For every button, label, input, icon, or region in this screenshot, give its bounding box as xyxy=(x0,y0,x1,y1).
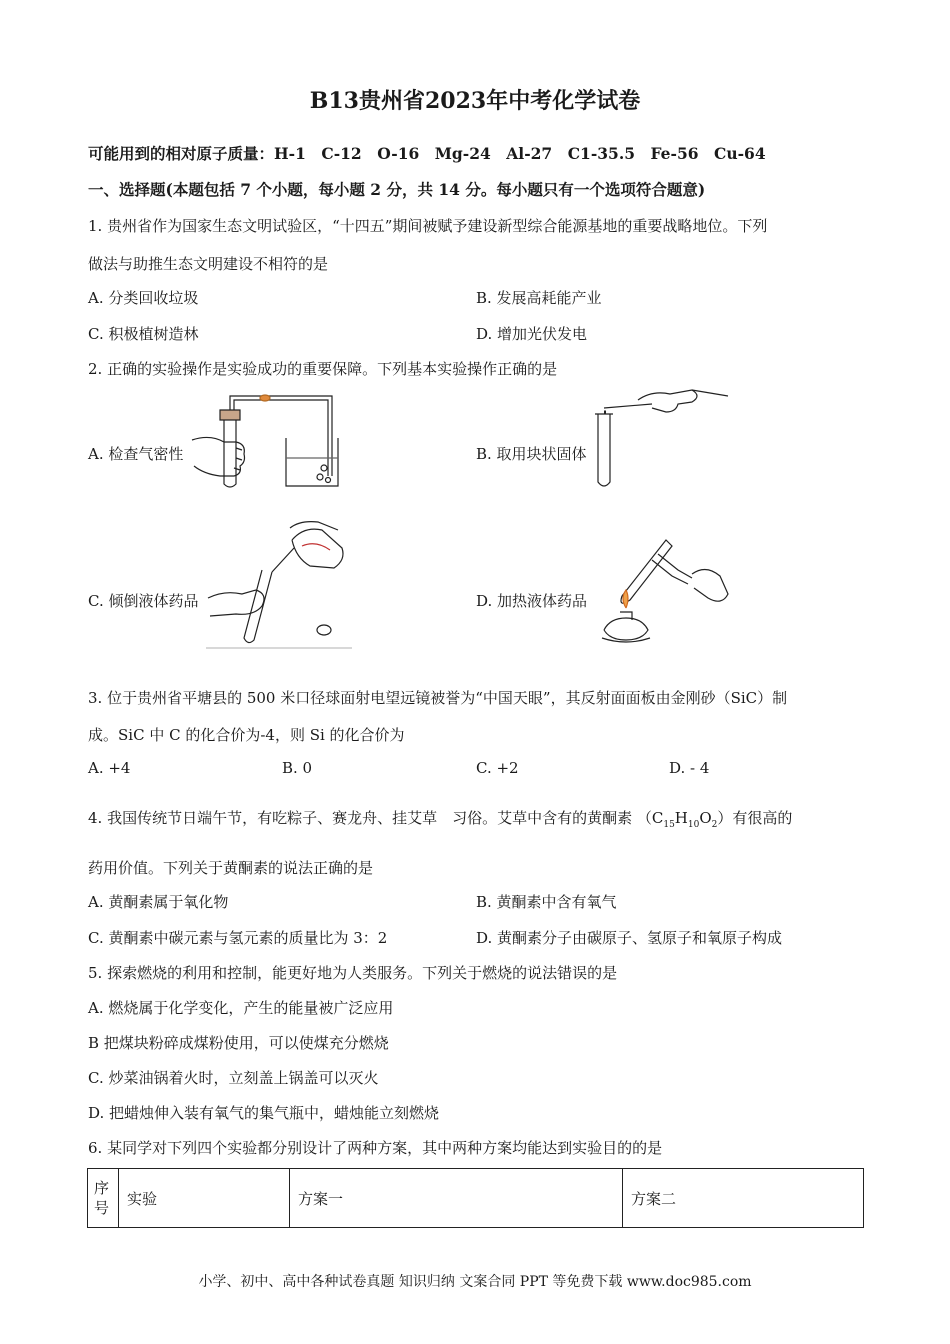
q4-option-c: C. 黄酮素中碳元素与氢元素的质量比为 3：2 xyxy=(88,929,388,947)
q6-table xyxy=(87,1168,864,1228)
q5-option-d: D. 把蜡烛伸入装有氧气的集气瓶中，蜡烛能立刻燃烧 xyxy=(88,1104,440,1122)
q4-stem-line2: 药用价值。下列关于黄酮素的说法正确的是 xyxy=(88,859,374,877)
q2-option-a: A. 检查气密性 xyxy=(88,445,184,463)
q3-option-b: B. 0 xyxy=(282,759,313,777)
formula-o-count: 2 xyxy=(711,820,718,830)
q1-stem-line2: 做法与助推生态文明建设不相符的是 xyxy=(88,255,329,273)
q6-stem: 6. 某同学对下列四个实验都分别设计了两种方案，其中两种方案均能达到实验目的的是 xyxy=(88,1139,663,1157)
q4-stem-line1-pre: 4. 我国传统节日端午节，有吃粽子、赛龙舟、挂艾草 习俗。艾草中含有的黄酮素 （ xyxy=(88,809,652,827)
q2-stem: 2. 正确的实验操作是实验成功的重要保障。下列基本实验操作正确的是 xyxy=(88,360,558,378)
q2-option-b: B. 取用块状固体 xyxy=(476,445,587,463)
heating-liquid-figure xyxy=(596,534,732,648)
q4-option-d: D. 黄酮素分子由碳原子、氢原子和氧原子构成 xyxy=(476,929,783,947)
q4-option-a: A. 黄酮素属于氧化物 xyxy=(88,893,229,911)
q3-stem-line2: 成。SiC 中 C 的化合价为-4，则 Si 的化合价为 xyxy=(88,726,405,744)
page-title: B13贵州省2023年中考化学试卷 xyxy=(309,88,641,114)
airtightness-check-figure xyxy=(190,388,350,492)
q3-stem-line1: 3. 位于贵州省平塘县的 500 米口径球面射电望远镜被誉为“中国天眼”，其反射面面板由金刚砂（SiC）制 xyxy=(88,689,788,707)
block-solid-figure xyxy=(592,386,732,492)
table-header-row xyxy=(88,1169,864,1228)
q3-option-a: A. +4 xyxy=(88,759,131,777)
formula-h-count: 10 xyxy=(687,820,700,830)
section-heading-choice: 一、选择题(本题包括 7 个小题，每小题 2 分，共 14 分。每小题只有一个选项符合题意) xyxy=(88,180,706,199)
q4-option-b: B. 黄酮素中含有氧气 xyxy=(476,893,617,911)
q1-option-a: A. 分类回收垃圾 xyxy=(88,289,199,307)
q3-option-d: D. - 4 xyxy=(669,759,710,777)
q5-option-c: C. 炒菜油锅着火时，立刻盖上锅盖可以灭火 xyxy=(88,1069,379,1087)
q1-stem-line1: 1. 贵州省作为国家生态文明试验区，“十四五”期间被赋予建设新型综合能源基地的重要战略地位。下列 xyxy=(88,217,768,235)
pouring-liquid-figure xyxy=(206,520,352,650)
q2-option-c: C. 倾倒液体药品 xyxy=(88,592,199,610)
q1-option-c: C. 积极植树造林 xyxy=(88,325,199,343)
page-footer: 小学、初中、高中各种试卷真题 知识归纳 文案合同 PPT 等免费下载 www.doc985.com xyxy=(198,1274,752,1290)
q1-option-b: B. 发展高耗能产业 xyxy=(476,289,602,307)
formula-c-count: 15 xyxy=(663,820,675,830)
q5-option-b: B 把煤块粉碎成煤粉使用，可以使煤充分燃烧 xyxy=(88,1034,389,1052)
table-header-plan-two: 方案二 xyxy=(623,1169,864,1228)
q1-option-d: D. 增加光伏发电 xyxy=(476,325,588,343)
q2-option-d: D. 加热液体药品 xyxy=(476,592,588,610)
atomic-masses: 可能用到的相对原子质量：H-1 C-12 O-16 Mg-24 Al-27 C1-35.5 Fe-56 Cu-64 xyxy=(88,144,766,163)
q3-option-c: C. +2 xyxy=(476,759,519,777)
q5-option-a: A. 燃烧属于化学变化，产生的能量被广泛应用 xyxy=(88,999,394,1017)
q4-stem-line1 xyxy=(88,807,792,830)
table-header-index: 序号 xyxy=(88,1169,119,1228)
q5-stem: 5. 探索燃烧的利用和控制，能更好地为人类服务。下列关于燃烧的说法错误的是 xyxy=(88,964,618,982)
formula-h: H xyxy=(674,809,688,827)
table-header-plan-one: 方案一 xyxy=(290,1169,623,1228)
formula-o: O xyxy=(699,809,712,827)
formula-c: C xyxy=(651,809,664,827)
table-header-experiment: 实验 xyxy=(119,1169,290,1228)
q4-stem-line1-post: ）有很高的 xyxy=(717,809,793,827)
